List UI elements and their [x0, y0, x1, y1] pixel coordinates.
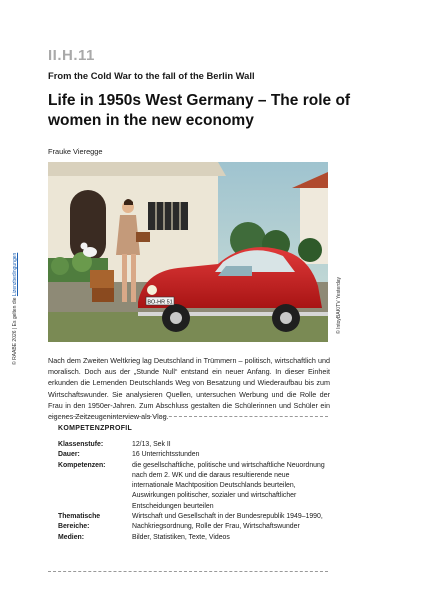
copyright-left	[12, 245, 18, 365]
license-plate: BO-HR 51	[147, 299, 173, 306]
profile-row	[58, 450, 328, 460]
profile-row	[58, 512, 328, 533]
profile-label: Dauer:	[58, 451, 80, 459]
profile-value: die gesellschaftliche, politische und wirtschaftliche Neuordnung nach dem 2. WK und die daraus resultierende neue internationale Machtposition Deutschlands beurteilen, Auswirkungen politischer, sozialer und wirtschaftlicher Entscheidungen beurteilen	[132, 461, 325, 510]
profile-label: Medien:	[58, 533, 85, 541]
copyright-text: © RAABE 2026 | Es gelten die	[12, 296, 18, 365]
cover-photo	[48, 162, 328, 342]
license-link[interactable]: Lizenzbedingungen	[12, 252, 18, 297]
profile-label: Klassenstufe:	[58, 441, 104, 448]
divider-top	[48, 416, 328, 417]
profile-value: 12/13, Sek II	[132, 441, 171, 448]
photo-credit: © IntoyBAK/TV Yesterday	[336, 276, 342, 334]
profile-row	[58, 461, 328, 512]
profile-heading: KOMPETENZPROFIL	[58, 425, 133, 432]
profile-value: Bilder, Statistiken, Texte, Videos	[132, 533, 230, 541]
supertitle: From the Cold War to the fall of the Berlin Wall	[48, 70, 255, 81]
unit-code: II.H.11	[48, 47, 95, 64]
profile-row	[58, 440, 328, 450]
intro-paragraph: Nach dem Zweiten Weltkrieg lag Deutschland in Trümmern – politisch, wirtschaftlich und moralisch. Doch aus der „Stunde Null“ entstand ein neuer Anfang. In dieser Einheit erkunden die Lernenden Deutschlands Weg von Besatzung und Wiederaufbau bis zum Wirtschaftswunder. Sie analysieren Quellen, untersuchen Werbung und die Rolle der Frau in den 1950er-Jahren. Zum Abschluss gestalten die Schülerinnen und Schüler ein eigenes Zeitzeugeninterview als Vlog.	[48, 356, 330, 422]
profile-value: 16 Unterrichtsstunden	[132, 451, 200, 459]
profile-value: Wirtschaft und Gesellschaft in der Bundesrepublik 1949–1990, Nachkriegsordnung, Rolle der Frau, Wirtschaftswunder	[132, 513, 323, 531]
profile-label: Thematische Bereiche:	[58, 513, 101, 531]
profile-label: Kompetenzen:	[58, 461, 106, 469]
profile-row	[58, 533, 328, 543]
divider-bottom	[48, 571, 328, 572]
author: Frauke Vieregge	[48, 147, 103, 156]
competence-profile	[58, 440, 328, 543]
page-title: Life in 1950s West Germany – The role of women in the new economy	[48, 92, 351, 129]
